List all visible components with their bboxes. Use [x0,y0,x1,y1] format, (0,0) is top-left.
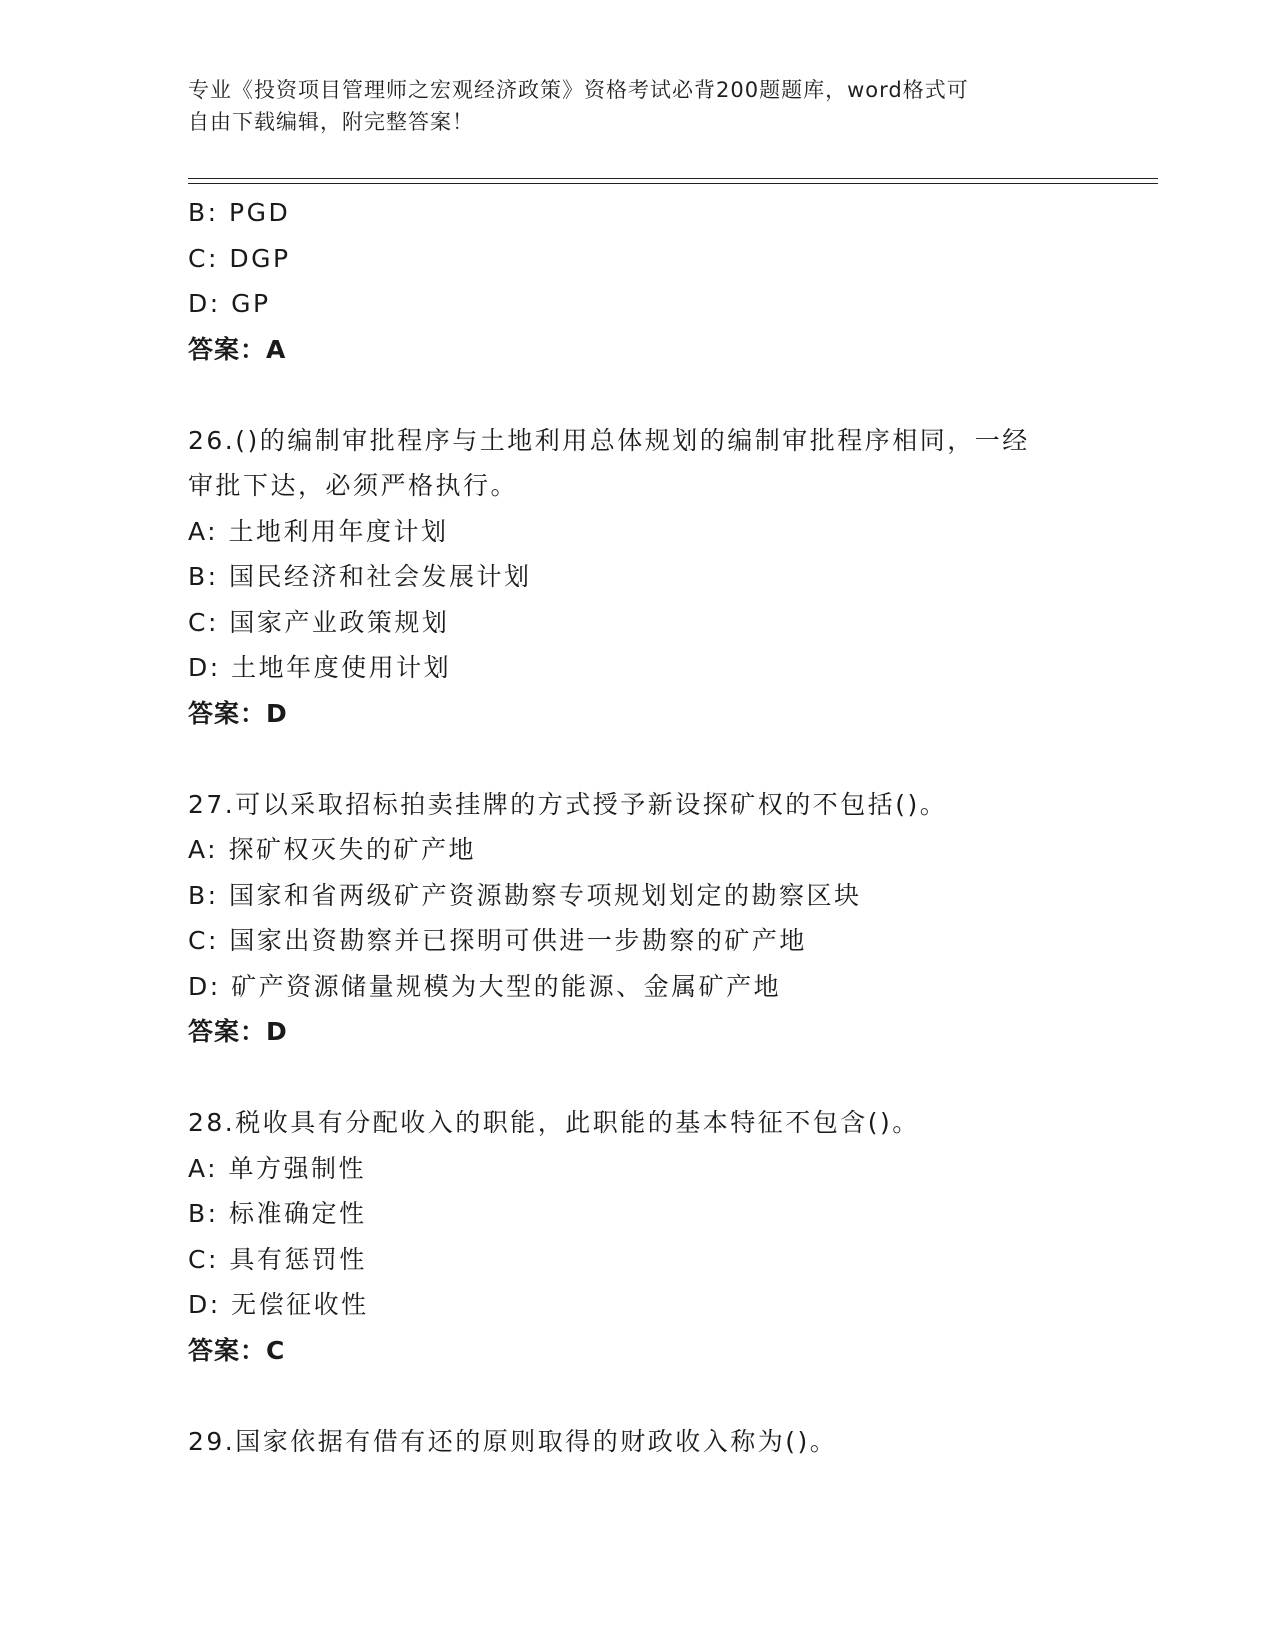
option-a: A: 土地利用年度计划 [188,516,449,546]
answer: 答案：C [188,1335,286,1365]
option-b: B: 标准确定性 [188,1199,367,1228]
question-prev [188,190,1148,372]
option-a: A: 探矿权灭失的矿产地 [188,835,477,864]
question-stem-continued: 审批下达，必须严格执行。 [188,471,519,500]
spacer [188,372,1148,418]
option-b: B: 国家和省两级矿产资源勘察专项规划划定的勘察区块 [188,880,862,910]
header-line-2: 自由下载编辑，附完整答案！ [188,110,474,134]
question-list [188,190,1148,1464]
spacer [188,1373,1148,1419]
option-b: B: PGD [188,198,291,227]
document-header [188,74,1088,138]
option-c: C: 国家产业政策规划 [188,607,450,637]
option-d: D: 矿产资源储量规模为大型的能源、金属矿产地 [188,971,782,1001]
question-stem: 29.国家依据有借有还的原则取得的财政收入称为()。 [188,1426,838,1456]
option-c: C: DGP [188,243,291,273]
question-26 [188,418,1148,737]
option-c: C: 具有惩罚性 [188,1244,367,1274]
option-d: D: 无偿征收性 [188,1290,369,1319]
header-line-1: 专业《投资项目管理师之宏观经济政策》资格考试必背200题题库，word格式可 [188,78,969,102]
option-d: D: GP [188,289,271,318]
header-rule-top [188,178,1158,179]
option-d: D: 土地年度使用计划 [188,653,452,682]
question-stem: 28.税收具有分配收入的职能，此职能的基本特征不包含()。 [188,1108,920,1137]
option-b: B: 国民经济和社会发展计划 [188,562,532,591]
answer: 答案：D [188,698,288,728]
question-stem: 26.()的编制审批程序与土地利用总体规划的编制审批程序相同，一经 [188,425,1030,455]
header-rule-bottom [188,183,1158,184]
spacer [188,1055,1148,1101]
answer: 答案：D [188,1017,288,1046]
answer: 答案：A [188,334,287,364]
question-stem: 27.可以采取招标拍卖挂牌的方式授予新设探矿权的不包括()。 [188,789,948,819]
question-27 [188,782,1148,1055]
question-28 [188,1100,1148,1373]
question-29 [188,1419,1148,1465]
option-c: C: 国家出资勘察并已探明可供进一步勘察的矿产地 [188,926,807,955]
option-a: A: 单方强制性 [188,1153,367,1183]
spacer [188,736,1148,782]
